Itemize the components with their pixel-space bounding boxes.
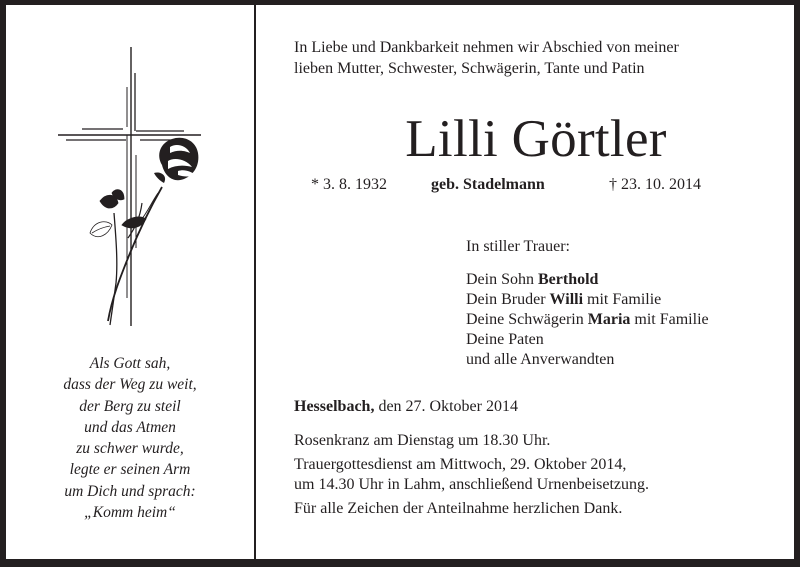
deceased-name: Lilli Görtler: [405, 110, 667, 168]
notice-date: den 27. Oktober 2014: [374, 398, 518, 415]
right-panel: [256, 5, 794, 559]
service-info-line2: um 14.30 Uhr in Lahm, anschließend Urnenbeisetzung.: [294, 476, 650, 493]
intro-line: In Liebe und Dankbarkeit nehmen wir Abschied von meiner: [294, 39, 679, 56]
poem-line: um Dich und sprach:: [64, 482, 196, 500]
mourner-item: [466, 270, 709, 290]
maiden-name: geb. Stadelmann: [431, 176, 545, 193]
mourning-heading: In stiller Trauer:: [466, 238, 570, 255]
mourner-relation: Dein Bruder: [466, 291, 550, 308]
mourner-name: Willi: [549, 291, 584, 308]
cross-with-rose-icon: [50, 43, 210, 333]
mourners-list: [466, 270, 709, 370]
rosary-info: Rosenkranz am Dienstag um 18.30 Uhr.: [294, 432, 551, 449]
poem-line: legte er seinen Arm: [69, 461, 191, 479]
poem-line: und das Atmen: [84, 418, 176, 436]
mourner-suffix: mit Familie: [630, 311, 709, 328]
mourner-item: [466, 310, 709, 330]
place-name: Hesselbach,: [294, 398, 375, 415]
death-date: † 23. 10. 2014: [609, 176, 701, 193]
poem-line: zu schwer wurde,: [76, 440, 184, 458]
birth-date: * 3. 8. 1932: [311, 176, 387, 193]
mourner-item: [466, 330, 709, 350]
obituary-sheet: [6, 5, 794, 559]
poem-line: dass der Weg zu weit,: [63, 376, 197, 394]
service-details: [294, 431, 649, 519]
mourner-item: [466, 350, 709, 370]
mourner-relation: Dein Sohn: [466, 271, 538, 288]
poem-line: „Komm heim“: [84, 504, 176, 522]
thanks-text: Für alle Zeichen der Anteilnahme herzlichen Dank.: [294, 500, 623, 517]
mourner-name: Maria: [587, 311, 631, 328]
mourner-relation: Deine Schwägerin: [466, 311, 588, 328]
intro-text: [294, 38, 679, 79]
poem-line: Als Gott sah,: [89, 355, 171, 372]
left-panel: [6, 5, 254, 559]
intro-line: lieben Mutter, Schwester, Schwägerin, Tante und Patin: [294, 59, 645, 77]
mourner-suffix: mit Familie: [583, 291, 662, 308]
mourner-relation: Deine Paten: [466, 331, 544, 348]
service-info-line1: Trauergottesdienst am Mittwoch, 29. Oktober 2014,: [294, 456, 627, 473]
mourner-item: [466, 290, 709, 310]
mourner-relation: und alle Anverwandten: [466, 351, 615, 368]
mourner-name: Berthold: [538, 271, 599, 288]
place-date: [294, 397, 518, 417]
poem-line: der Berg zu steil: [79, 397, 181, 415]
poem: [6, 353, 254, 523]
